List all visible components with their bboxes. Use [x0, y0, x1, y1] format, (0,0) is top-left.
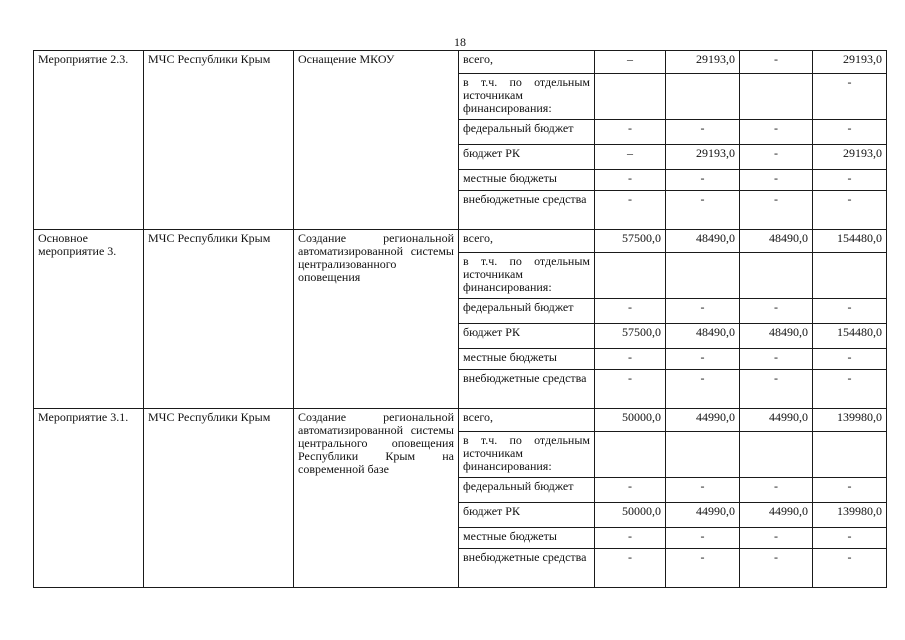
value-cell [666, 74, 740, 120]
value-cell: 139980,0 [813, 503, 887, 528]
source-cell: бюджет РК [459, 145, 595, 170]
value-cell: 50000,0 [595, 503, 666, 528]
value-cell: - [740, 349, 813, 370]
source-cell: всего, [459, 409, 595, 432]
value-cell: - [740, 51, 813, 74]
value-cell [740, 432, 813, 478]
value-cell: - [595, 299, 666, 324]
value-cell: - [740, 120, 813, 145]
value-cell: - [740, 145, 813, 170]
source-cell: местные бюджеты [459, 349, 595, 370]
value-cell: 29193,0 [666, 51, 740, 74]
value-cell: - [666, 120, 740, 145]
value-cell: - [666, 370, 740, 409]
event-name-cell: Создание региональной автоматизированной системы центрального оповещения Республики Крым на современной базе [294, 409, 459, 588]
value-cell: - [740, 191, 813, 230]
value-cell: - [666, 478, 740, 503]
value-cell [595, 253, 666, 299]
value-cell: 29193,0 [813, 51, 887, 74]
value-cell: - [666, 170, 740, 191]
value-cell: - [740, 370, 813, 409]
value-cell [740, 74, 813, 120]
source-cell: федеральный бюджет [459, 299, 595, 324]
value-cell [595, 432, 666, 478]
value-cell: - [595, 349, 666, 370]
value-cell: - [813, 549, 887, 588]
value-cell: - [666, 299, 740, 324]
executor-cell: МЧС Республики Крым [144, 409, 294, 588]
value-cell: - [595, 549, 666, 588]
value-cell [740, 253, 813, 299]
event-cell: Мероприятие 2.3. [34, 51, 144, 230]
value-cell: - [740, 549, 813, 588]
value-cell [666, 253, 740, 299]
value-cell: - [595, 528, 666, 549]
value-cell: 29193,0 [666, 145, 740, 170]
table-row [34, 51, 887, 74]
value-cell: - [595, 120, 666, 145]
value-cell: 154480,0 [813, 324, 887, 349]
value-cell: - [813, 74, 887, 120]
value-cell [595, 74, 666, 120]
value-cell: 44990,0 [740, 503, 813, 528]
value-cell: - [666, 191, 740, 230]
value-cell: - [813, 349, 887, 370]
source-cell: внебюджетные средства [459, 549, 595, 588]
source-cell: всего, [459, 230, 595, 253]
value-cell: - [813, 478, 887, 503]
value-cell [666, 432, 740, 478]
source-cell: в т.ч. по отдельным источникам финансирования: [459, 432, 595, 478]
value-cell: - [595, 170, 666, 191]
value-cell: 48490,0 [740, 230, 813, 253]
value-cell: - [813, 170, 887, 191]
value-cell: - [740, 170, 813, 191]
source-cell: внебюджетные средства [459, 370, 595, 409]
table-row [34, 409, 887, 432]
source-cell: в т.ч. по отдельным источникам финансирования: [459, 253, 595, 299]
financing-table [33, 50, 887, 588]
value-cell: 29193,0 [813, 145, 887, 170]
event-cell: Основное мероприятие 3. [34, 230, 144, 409]
source-cell: в т.ч. по отдельным источникам финансирования: [459, 74, 595, 120]
value-cell: - [666, 349, 740, 370]
value-cell: – [595, 51, 666, 74]
event-name-cell: Оснащение МКОУ [294, 51, 459, 230]
value-cell: 44990,0 [666, 503, 740, 528]
value-cell: 44990,0 [666, 409, 740, 432]
value-cell: - [595, 478, 666, 503]
value-cell: - [813, 528, 887, 549]
value-cell: 139980,0 [813, 409, 887, 432]
value-cell [813, 432, 887, 478]
event-cell: Мероприятие 3.1. [34, 409, 144, 588]
value-cell [813, 253, 887, 299]
value-cell: 48490,0 [666, 324, 740, 349]
value-cell: - [813, 299, 887, 324]
executor-cell: МЧС Республики Крым [144, 51, 294, 230]
source-cell: всего, [459, 51, 595, 74]
value-cell: - [740, 478, 813, 503]
executor-cell: МЧС Республики Крым [144, 230, 294, 409]
source-cell: внебюджетные средства [459, 191, 595, 230]
page-number: 18 [454, 35, 466, 49]
value-cell: - [740, 528, 813, 549]
value-cell: 57500,0 [595, 324, 666, 349]
value-cell: 48490,0 [666, 230, 740, 253]
table-row [34, 230, 887, 253]
value-cell: 50000,0 [595, 409, 666, 432]
source-cell: бюджет РК [459, 503, 595, 528]
source-cell: местные бюджеты [459, 170, 595, 191]
event-name-cell: Создание региональной автоматизированной системы централизованного оповещения [294, 230, 459, 409]
source-cell: федеральный бюджет [459, 120, 595, 145]
source-cell: федеральный бюджет [459, 478, 595, 503]
value-cell: 44990,0 [740, 409, 813, 432]
value-cell: 57500,0 [595, 230, 666, 253]
value-cell: - [666, 528, 740, 549]
value-cell: 48490,0 [740, 324, 813, 349]
source-cell: местные бюджеты [459, 528, 595, 549]
value-cell: 154480,0 [813, 230, 887, 253]
value-cell: - [595, 191, 666, 230]
value-cell: - [813, 120, 887, 145]
value-cell: - [666, 549, 740, 588]
value-cell: – [595, 145, 666, 170]
source-cell: бюджет РК [459, 324, 595, 349]
value-cell: - [740, 299, 813, 324]
table-body [34, 51, 887, 588]
value-cell: - [813, 370, 887, 409]
value-cell: - [813, 191, 887, 230]
value-cell: - [595, 370, 666, 409]
